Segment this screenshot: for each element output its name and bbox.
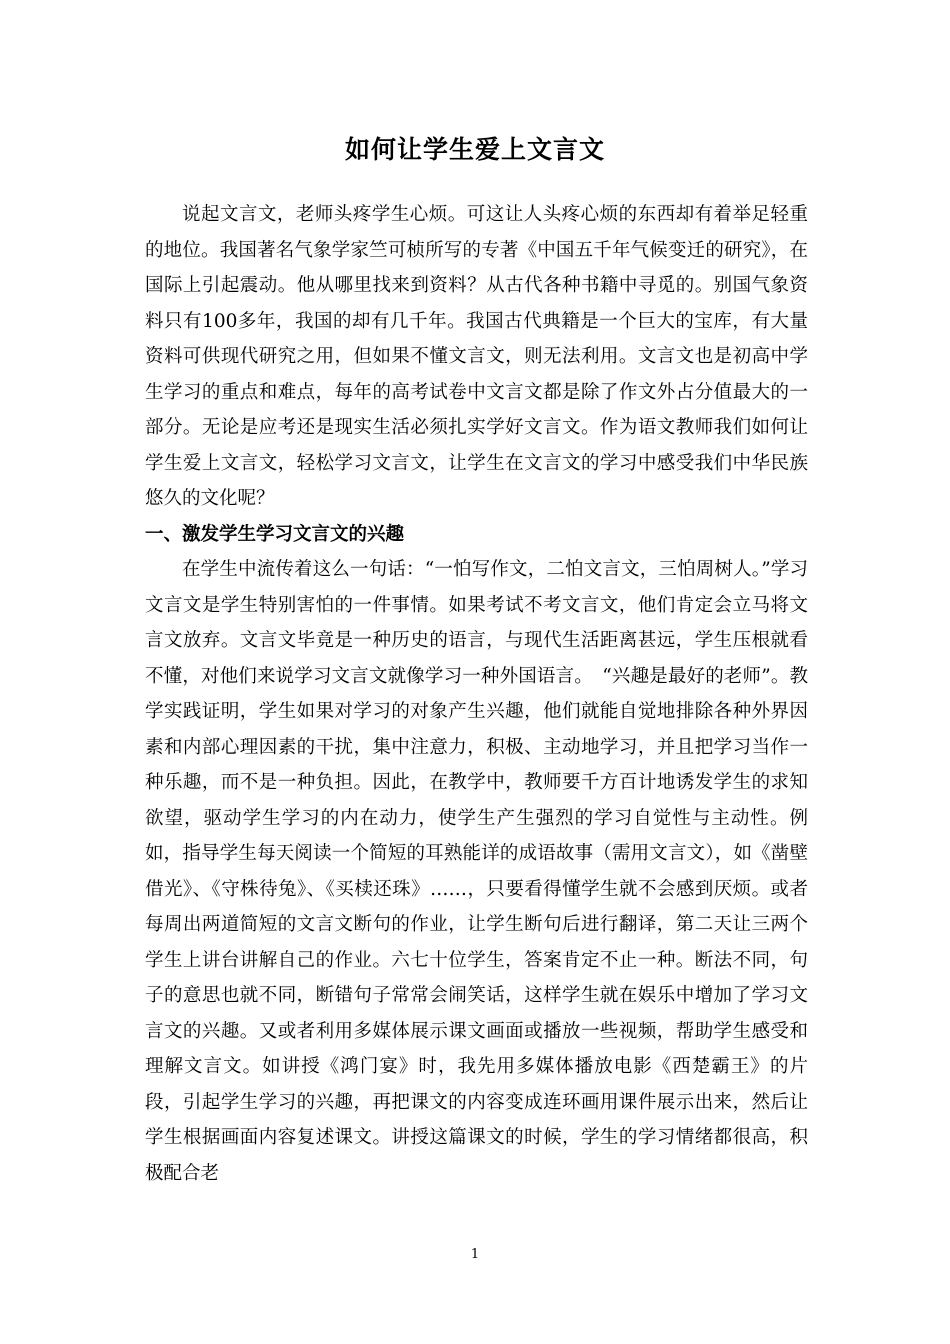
section-heading: 一、激发学生学习文言文的兴趣	[145, 523, 405, 545]
document-body	[145, 197, 808, 1191]
document-title: 如何让学生爱上文言文	[344, 135, 605, 164]
page-number: 1	[470, 1247, 480, 1262]
section-paragraph: 在学生中流传着这么一句话：“一怕写作文，二怕文言文，三怕周树人。”学习文言文是学生特别害怕的一件事情。如果考试不考文言文，他们肯定会立马将文言文放弃。文言文毕竟是一种历史的语言，与现代生活距离甚远，学生压根就看不懂，对他们来说学习文言文就像学习一种外国语言。 “兴趣是最好的老师”。教学实践证明，学生如果对学习的对象产生兴趣，他们就能自觉地排除各种外界因素和内部心理因素的干扰，集中注意力，积极、主动地学习，并且把学习当作一种乐趣，而不是一种负担。因此，在教学中，教师要千方百计地诱发学生的求知欲望，驱动学生学习的内在动力，使学生产生强烈的学习自觉性与主动性。例如，指导学生每天阅读一个简短的耳熟能详的成语故事（需用文言文），如《凿壁借光》、《守株待兔》、《买椟还珠》……，只要看得懂学生就不会感到厌烦。或者每周出两道简短的文言文断句的作业，让学生断句后进行翻译，第二天让三两个学生上讲台讲解自己的作业。六七十位学生，答案肯定不止一种。断法不同，句子的意思也就不同，断错句子常常会闹笑话，这样学生就在娱乐中增加了学习文言文的兴趣。又或者利用多媒体展示课文画面或播放一些视频，帮助学生感受和理解文言文。如讲授《鸿门宴》时，我先用多媒体播放电影《西楚霸王》的片段，引起学生学习的兴趣，再把课文的内容变成连环画用课件展示出来，然后让学生根据画面内容复述课文。讲授这篇课文的时候，学生的学习情绪都很高，积极配合老	[145, 559, 808, 1184]
intro-paragraph: 说起文言文，老师头疼学生心烦。可这让人头疼心烦的东西却有着举足轻重的地位。我国著名气象学家竺可桢所写的专著《中国五千年气候变迁的研究》，在国际上引起震动。他从哪里找来到资料？从古代各种书籍中寻觅的。别国气象资料只有100多年，我国的却有几千年。我国古代典籍是一个巨大的宝库，有大量资料可供现代研究之用，但如果不懂文言文，则无法利用。文言文也是初高中学生学习的重点和难点，每年的高考试卷中文言文都是除了作文外占分值最大的一部分。无论是应考还是现实生活必须扎实学好文言文。作为语文教师我们如何让学生爱上文言文，轻松学习文言文，让学生在文言文的学习中感受我们中华民族悠久的文化呢？	[145, 204, 808, 509]
